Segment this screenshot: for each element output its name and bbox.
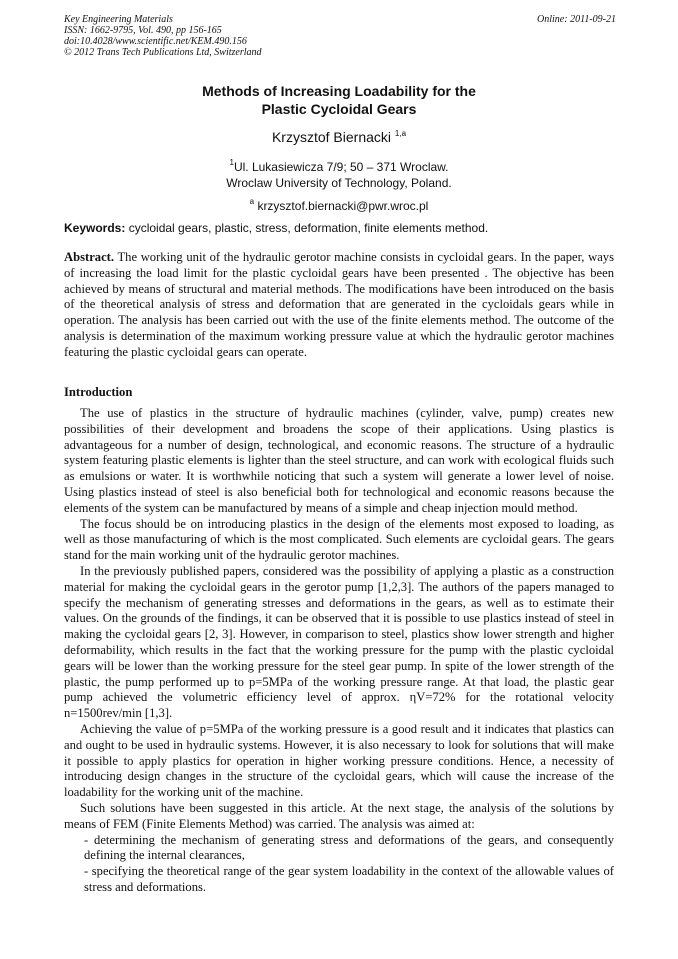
author-marker: 1,a: [394, 129, 407, 138]
title-line-1: Methods of Increasing Loadability for the: [202, 83, 476, 99]
journal-header: [64, 14, 616, 58]
introduction-heading: Introduction: [64, 385, 133, 399]
keywords-label: Keywords:: [64, 221, 126, 235]
author: [64, 129, 614, 145]
doi-line: doi:10.4028/www.scientific.net/KEM.490.156: [64, 36, 247, 47]
issn-line: ISSN: 1662-9795, Vol. 490, pp 156-165: [64, 25, 222, 36]
affiliation: [64, 155, 614, 191]
title-line-2: Plastic Cycloidal Gears: [261, 101, 417, 117]
aims-list: [64, 833, 614, 896]
abstract-label: Abstract.: [64, 250, 115, 264]
author-email: krzysztof.biernacki@pwr.wroc.pl: [257, 199, 429, 213]
affiliation-marker: 1: [229, 158, 234, 167]
abstract: [64, 250, 614, 361]
journal-name: Key Engineering Materials: [64, 14, 173, 25]
introduction-body: [64, 406, 614, 896]
keywords-text: cycloidal gears, plastic, stress, deformation, finite elements method.: [128, 221, 489, 235]
paragraph: The use of plastics in the structure of hydraulic machines (cylinder, valve, pump) creates new possibilities of their development and broadens the scope of their applications. Using plastics is advantageous for a number of design, technological, and economic reasons. The structure of a hydraulic system featuring plastic elements is lighter than the steel structure, and can work with ecological fluids such as emulsions or water. It is worthwhile noticing that such a system will generate a lower level of noise. Using plastics instead of steel is also beneficial both for technological and economic reasons because the elements of the system can be manufactured by means of a simple and cheap injection mould method.: [64, 406, 614, 515]
abstract-text: The working unit of the hydraulic gerotor machine consists in cycloidal gears. In the paper, ways of increasing the load limit for the plastic cycloidal gears have been presented . The objective has been achieved by means of structural and material methods. The modifications have been introduced on the basis of the theoretical analysis of stress and deformation that are generated in the cycloidals gears while in operation. The analysis has been carried out with the use of the finite elements method. The outcome of the analysis is determination of the maximum working pressure value at which the hydraulic gerotor machines featuring the plastic cycloidal gears can operate.: [64, 250, 615, 359]
affiliation-address: Ul. Lukasiewicza 7/9; 50 – 371 Wroclaw.: [233, 160, 449, 174]
online-date: Online: 2011-09-21: [537, 14, 616, 25]
email-marker: a: [249, 197, 255, 206]
author-name: Krzysztof Biernacki: [271, 129, 392, 145]
paragraph: Achieving the value of p=5MPa of the working pressure is a good result and it indicates that plastics can and ought to be used in hydraulic systems. However, it is also necessary to look for solutions that will make it possible to apply plastics for operation in higher working pressure conditions. Hence, a necessity of introducing design changes in the structure of the cycloidal gears, which will cause the increase of the loadability for the working unit of the machine.: [64, 721, 614, 800]
paper-title: [64, 82, 614, 118]
copyright-line: © 2012 Trans Tech Publications Ltd, Switzerland: [64, 47, 262, 58]
paragraph: In the previously published papers, considered was the possibility of applying a plastic as a construction material for making the cycloidal gears in the gerotor pump [1,2,3]. The authors of the papers managed to specify the mechanism of generating stresses and deformations in the gears, as well as to estimate their values. On the grounds of the findings, it can be observed that it is possible to use plastics instead of steel in making the cycloidal gears [2, 3]. However, in comparison to steel, plastics show lower strength and higher deformability, which results in the fact that the working pressure for the pump with the plastic cycloidal gears will be lower than the working pressure for the steel gear pump. In spite of the lower strength of the plastic, the pump performed up to p=5MPa of the working pressure range. At that load, the plastic gear pump achieved the volumetric efficiency level of approx. ηV=72% for the rotational velocity n=1500rev/min [1,3].: [64, 563, 614, 721]
paragraph: The focus should be on introducing plastics in the design of the elements most exposed to loading, as well as those manufacturing of which is the most complicated. Such elements are cycloidal gears. The gears stand for the main working unit of the hydraulic gerotor machines.: [64, 516, 614, 563]
affiliation-university: Wroclaw University of Technology, Poland.: [226, 176, 452, 190]
author-email-line: [64, 194, 614, 214]
list-item: - specifying the theoretical range of the gear system loadability in the context of the allowable values of stress and deformations.: [84, 864, 614, 894]
list-item: - determining the mechanism of generating stress and deformations of the gears, and consequently defining the internal clearances,: [84, 832, 614, 863]
keywords: [64, 221, 616, 236]
paragraph: Such solutions have been suggested in this article. At the next stage, the analysis of the solutions by means of FEM (Finite Elements Method) was carried. The analysis was aimed at:: [64, 800, 614, 831]
